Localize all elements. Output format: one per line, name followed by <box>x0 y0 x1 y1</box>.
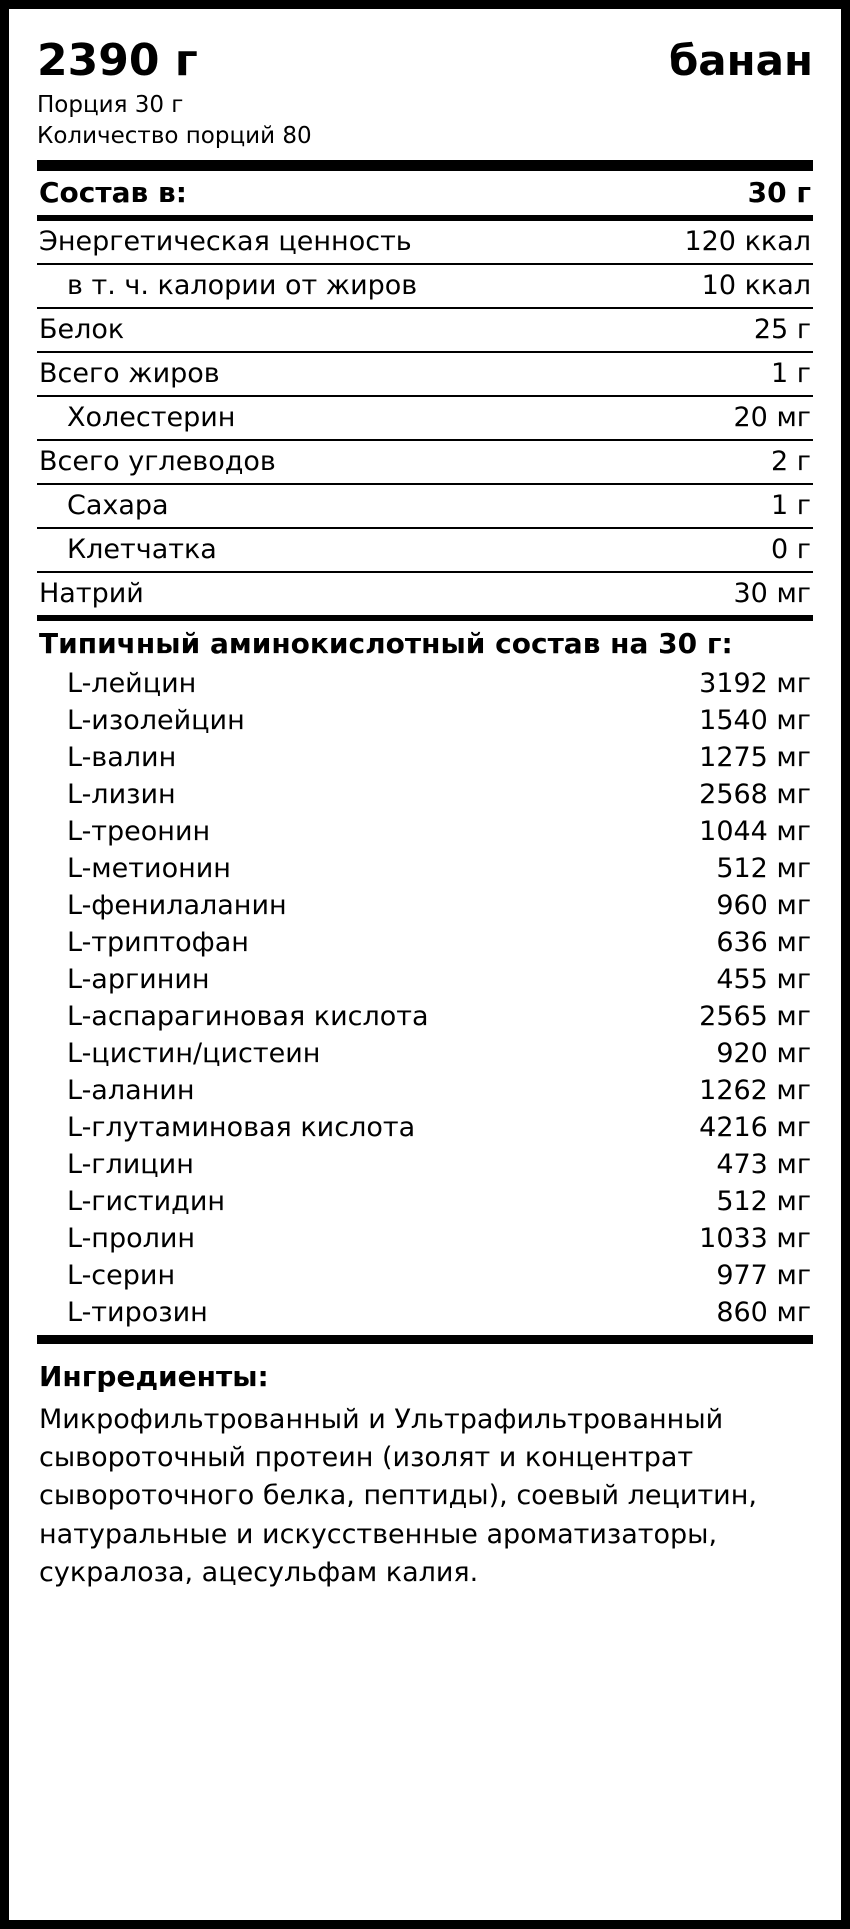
nutrition-row-value: 1 г <box>771 357 811 389</box>
amino-row-label: L-аргинин <box>67 963 210 995</box>
nutrition-row <box>37 527 813 571</box>
servings-per-container: Количество порций 80 <box>37 122 312 149</box>
amino-row-label: L-цистин/цистеин <box>67 1037 321 1069</box>
amino-row-value: 512 мг <box>716 1185 811 1217</box>
amino-row-value: 1044 мг <box>699 815 811 847</box>
serving-size: Порция 30 г <box>37 92 184 118</box>
nutrition-row-value: 1 г <box>771 489 811 521</box>
amino-row-value: 1262 мг <box>699 1074 811 1106</box>
amino-row-label: L-серин <box>67 1259 176 1291</box>
amino-row-value: 860 мг <box>716 1296 811 1328</box>
ingredients-title: Ингредиенты: <box>39 1359 269 1393</box>
amino-row-label: L-аспарагиновая кислота <box>67 1000 429 1032</box>
label-header <box>37 29 813 88</box>
amino-row-label: L-тирозин <box>67 1296 208 1328</box>
amino-row <box>37 924 813 961</box>
nutrition-row-label: Сахара <box>67 489 169 521</box>
amino-row-value: 1540 мг <box>699 704 811 736</box>
amino-row-label: L-валин <box>67 741 177 773</box>
nutrition-row <box>37 221 813 263</box>
amino-row <box>37 665 813 702</box>
flavor-name: банан <box>668 36 813 85</box>
divider-thick-top <box>37 160 813 171</box>
nutrition-row-value: 10 ккал <box>701 269 811 301</box>
amino-row-label: L-фенилаланин <box>67 889 287 921</box>
nutrition-row <box>37 307 813 351</box>
amino-row-value: 2565 мг <box>699 1000 811 1032</box>
amino-row <box>37 1035 813 1072</box>
amino-row-label: L-гистидин <box>67 1185 226 1217</box>
nutrition-row-label: Натрий <box>39 577 144 609</box>
amino-row-value: 1275 мг <box>699 741 811 773</box>
amino-row <box>37 1109 813 1146</box>
amino-row-value: 3192 мг <box>699 667 811 699</box>
amino-section-title: Типичный аминокислотный состав на 30 г: <box>39 626 733 660</box>
nutrition-row-value: 20 мг <box>733 401 811 433</box>
nutrition-row-value: 25 г <box>753 313 811 345</box>
amino-row-value: 636 мг <box>716 926 811 958</box>
amino-row-value: 2568 мг <box>699 778 811 810</box>
nutrition-row <box>37 571 813 615</box>
amino-row-value: 4216 мг <box>699 1111 811 1143</box>
amino-row-label: L-глутаминовая кислота <box>67 1111 416 1143</box>
amino-row <box>37 998 813 1035</box>
nutrition-row-value: 30 мг <box>733 577 811 609</box>
amino-row-value: 473 мг <box>716 1148 811 1180</box>
amino-row-label: L-триптофан <box>67 926 249 958</box>
amino-row <box>37 1183 813 1220</box>
amino-row <box>37 702 813 739</box>
amino-row-label: L-глицин <box>67 1148 194 1180</box>
amino-row-label: L-треонин <box>67 815 211 847</box>
nutrition-row-value: 2 г <box>771 445 811 477</box>
composition-header-row <box>37 171 813 215</box>
amino-row-label: L-аланин <box>67 1074 195 1106</box>
nutrition-row-label: Энергетическая ценность <box>39 225 412 257</box>
amino-row-value: 1033 мг <box>699 1222 811 1254</box>
nutrition-row <box>37 483 813 527</box>
amino-row-label: L-пролин <box>67 1222 196 1254</box>
amino-row-value: 977 мг <box>716 1259 811 1291</box>
amino-row <box>37 1257 813 1294</box>
amino-row <box>37 739 813 776</box>
amino-row <box>37 813 813 850</box>
amino-row-label: L-изолейцин <box>67 704 245 736</box>
nutrition-row-label: в т. ч. калории от жиров <box>67 269 418 301</box>
amino-row <box>37 776 813 813</box>
amino-row <box>37 1072 813 1109</box>
nutrition-row-value: 120 ккал <box>684 225 811 257</box>
composition-header-label: Состав в: <box>39 175 187 209</box>
amino-row-value: 960 мг <box>716 889 811 921</box>
amino-row <box>37 850 813 887</box>
nutrition-row-label: Клетчатка <box>67 533 217 565</box>
amino-row <box>37 1146 813 1183</box>
nutrition-row-label: Холестерин <box>67 401 236 433</box>
amino-row-value: 920 мг <box>716 1037 811 1069</box>
nutrition-row-label: Всего жиров <box>39 357 220 389</box>
amino-row-value: 512 мг <box>716 852 811 884</box>
ingredients-section <box>37 1344 813 1593</box>
serving-info <box>37 88 813 158</box>
amino-row <box>37 1294 813 1331</box>
nutrition-row <box>37 439 813 483</box>
composition-header-value: 30 г <box>747 175 811 209</box>
amino-row-value: 455 мг <box>716 963 811 995</box>
nutrition-row <box>37 395 813 439</box>
divider-thick-bottom <box>37 1335 813 1344</box>
nutrition-row-label: Всего углеводов <box>39 445 276 477</box>
amino-row-label: L-метионин <box>67 852 231 884</box>
amino-rows <box>37 665 813 1331</box>
amino-row-label: L-лейцин <box>67 667 197 699</box>
amino-row <box>37 1220 813 1257</box>
amino-row <box>37 887 813 924</box>
nutrition-row <box>37 263 813 307</box>
net-weight: 2390 г <box>37 35 198 86</box>
amino-row-label: L-лизин <box>67 778 176 810</box>
nutrition-row-label: Белок <box>39 313 125 345</box>
amino-row <box>37 961 813 998</box>
nutrition-rows <box>37 221 813 615</box>
nutrition-row <box>37 351 813 395</box>
nutrition-row-value: 0 г <box>771 533 811 565</box>
ingredients-text: Микрофильтрованный и Ультрафильтрованный сывороточный протеин (изолят и концентрат сывороточного белка, пептиды), соевый лецитин, натуральные и искусственные ароматизаторы, сукралоза, ацесульфам калия. <box>39 1403 757 1588</box>
